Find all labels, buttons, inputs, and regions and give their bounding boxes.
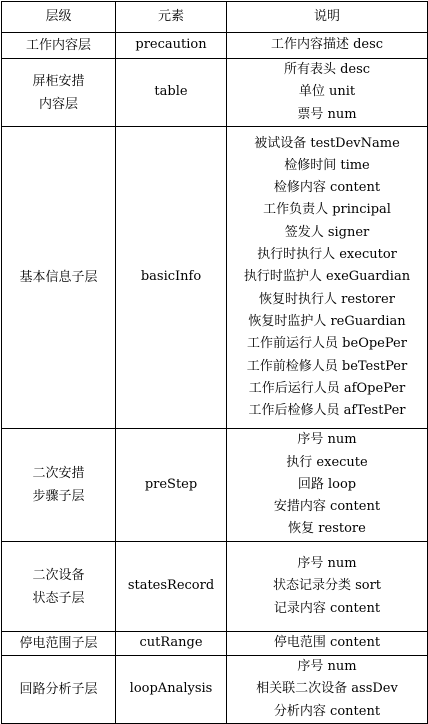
element-cell: statesRecord: [116, 542, 227, 632]
layer-name: 回路分析子层: [19, 682, 98, 697]
description-line: 工作前运行人员 beOpePer: [247, 336, 407, 352]
header-element: 元素: [116, 2, 227, 33]
layer-name: 工作内容层: [25, 38, 91, 53]
description-line: 票号 num: [297, 106, 357, 122]
element-cell: precaution: [116, 33, 227, 59]
layer-name: 内容层: [38, 96, 78, 112]
description-line: 单位 unit: [298, 84, 356, 100]
table-row: [2, 656, 428, 724]
description-line: 执行时执行人 executor: [257, 247, 397, 263]
element-cell: basicInfo: [116, 127, 227, 429]
description-cell: [227, 542, 428, 632]
layer-cell: [2, 632, 116, 656]
table-row: [2, 59, 428, 127]
layer-cell: [2, 656, 116, 724]
description-line: 序号 num: [297, 432, 357, 448]
description-line: 检修时间 time: [284, 157, 370, 173]
layer-name: 二次安措: [32, 466, 85, 481]
description-line: 被试设备 testDevName: [254, 135, 400, 151]
description-line: 安措内容 content: [273, 499, 381, 515]
description-line: 恢复 restore: [288, 521, 366, 537]
description-line: 工作负责人 principal: [263, 202, 391, 218]
description-line: 分析内容 content: [273, 703, 381, 719]
description-line: 所有表头 desc: [283, 62, 371, 78]
description-line: 恢复时监护人 reGuardian: [248, 313, 406, 329]
layer-name: 状态子层: [32, 590, 85, 606]
description-line: 相关联二次设备 assDev: [256, 681, 398, 697]
layer-name: 停电范围子层: [19, 636, 98, 651]
table-row: [2, 632, 428, 656]
description-line: 状态记录分类 sort: [272, 578, 382, 594]
layer-name: 二次设备: [32, 567, 85, 583]
layer-cell: [2, 542, 116, 632]
table-row: [2, 33, 428, 59]
table-row: [2, 542, 428, 632]
layer-name: 步骤子层: [32, 489, 85, 504]
description-line: 检修内容 content: [273, 180, 381, 196]
header-row: [2, 2, 428, 33]
description-line: 执行 execute: [286, 454, 368, 470]
table-row: [2, 429, 428, 542]
table-row: [2, 127, 428, 429]
description-line: 工作后运行人员 afOpePer: [248, 380, 406, 396]
description-line: 工作后检修人员 afTestPer: [248, 403, 406, 419]
layer-name: 屏柜安措: [32, 73, 85, 89]
description-cell: [227, 33, 428, 59]
header-layer: 层级: [2, 2, 116, 33]
description-cell: [227, 429, 428, 542]
description-line: 回路 loop: [297, 476, 357, 492]
description-line: 停电范围 content: [273, 635, 381, 651]
element-cell: cutRange: [116, 632, 227, 656]
description-line: 工作前检修人员 beTestPer: [246, 358, 408, 374]
layer-name: 基本信息子层: [19, 270, 98, 285]
element-cell: loopAnalysis: [116, 656, 227, 724]
layer-cell: [2, 127, 116, 429]
description-cell: [227, 127, 428, 429]
description-line: 恢复时执行人 restorer: [259, 291, 395, 307]
description-line: 执行时监护人 exeGuardian: [243, 269, 411, 285]
description-cell: [227, 632, 428, 656]
description-line: 序号 num: [297, 659, 357, 675]
description-line: 序号 num: [297, 556, 357, 572]
description-line: 工作内容描述 desc: [270, 37, 384, 53]
description-line: 签发人 signer: [284, 224, 370, 240]
layer-cell: [2, 429, 116, 542]
element-cell: preStep: [116, 429, 227, 542]
description-line: 记录内容 content: [273, 600, 381, 616]
description-cell: [227, 656, 428, 724]
layer-cell: [2, 33, 116, 59]
spec-table: [1, 1, 428, 724]
description-cell: [227, 59, 428, 127]
element-cell: table: [116, 59, 227, 127]
layer-cell: [2, 59, 116, 127]
header-description: 说明: [227, 2, 428, 33]
